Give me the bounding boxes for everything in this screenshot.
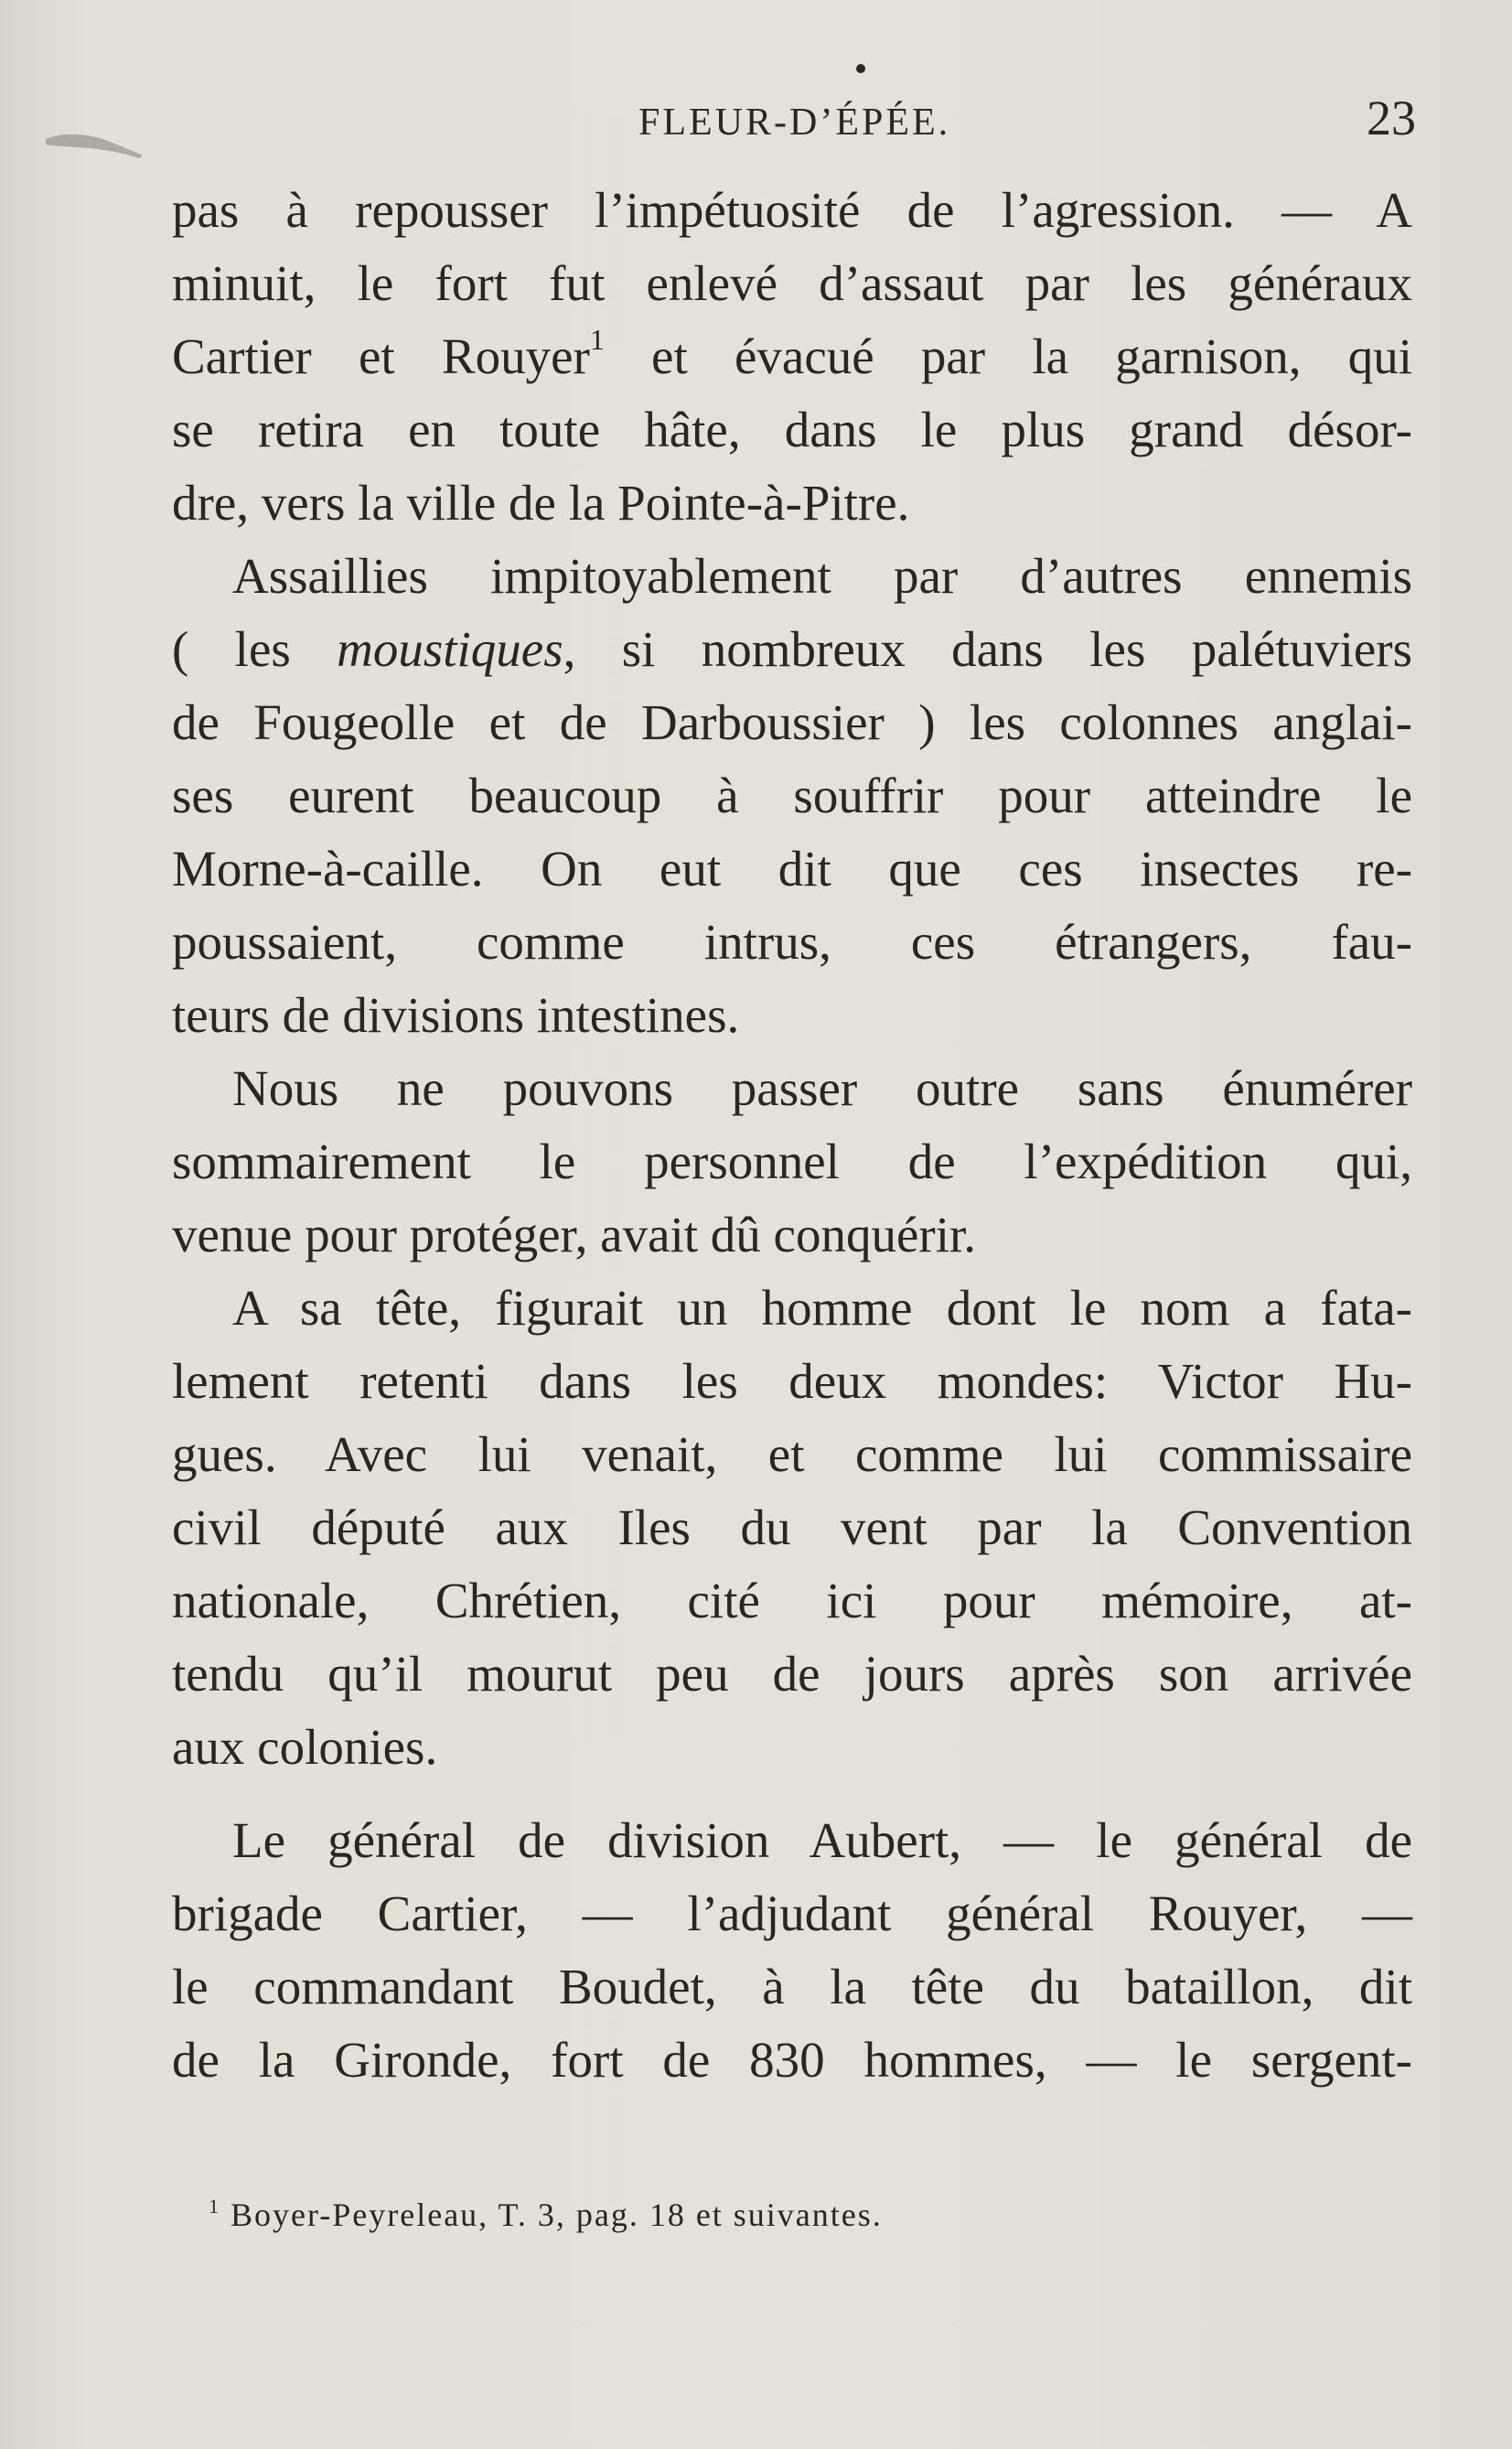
paragraph-5	[172, 1804, 1412, 2097]
footnote-marker: 1	[209, 2195, 220, 2218]
text-line: Morne-à-caille. On eut dit que ces insectes re-	[172, 841, 1412, 897]
text-line: aux colonies.	[172, 1719, 438, 1775]
text-line: se retira en toute hâte, dans le plus grand désor-	[172, 402, 1412, 457]
paragraph-1	[172, 174, 1412, 540]
text-line: le commandant Boudet, à la tête du bataillon, dit	[172, 1959, 1412, 2014]
footnote-ref: 1	[589, 323, 605, 356]
paragraph-4	[172, 1272, 1412, 1784]
text-line: minuit, le fort fut enlevé d’assaut par les généraux	[172, 255, 1412, 311]
text-line: teurs de divisions intestines.	[172, 987, 740, 1043]
text-line: tendu qu’il mourut peu de jours après son arrivée	[172, 1646, 1412, 1702]
text-line: poussaient, comme intrus, ces étrangers, fau-	[172, 914, 1412, 970]
paragraph-3	[172, 1052, 1412, 1272]
text-line: Cartier et Rouyer$^1$ et évacué par la garnison, qui	[172, 323, 1413, 384]
page-header	[172, 90, 1416, 154]
text-line: lement retenti dans les deux mondes: Victor Hu-	[172, 1353, 1412, 1409]
text-line: pas à repousser l’impétuosité de l’agression. — A	[172, 182, 1412, 238]
text-line: dre, vers la ville de la Pointe-à-Pitre.	[172, 475, 910, 531]
running-title: FLEUR-D’ÉPÉE.	[638, 102, 951, 144]
text-line: de la Gironde, fort de 830 hommes, — le sergent-	[172, 2032, 1412, 2088]
footnote-text: Boyer-Peyreleau, T. 3, pag. 18 et suivantes.	[231, 2197, 883, 2233]
page-number: 23	[1367, 91, 1416, 145]
italic-term: moustiques	[337, 621, 563, 677]
text-line: gues. Avec lui venait, et comme lui commissaire	[172, 1426, 1412, 1482]
text-line: Le général de division Aubert, — le général de	[232, 1812, 1412, 1868]
text-line: nationale, Chrétien, cité ici pour mémoire, at-	[172, 1573, 1412, 1628]
text-line: Assaillies impitoyablement par d’autres ennemis	[232, 548, 1412, 604]
text-line: ses eurent beaucoup à souffrir pour atteindre le	[172, 768, 1412, 823]
text-line: sommairement le personnel de l’expédition qui,	[172, 1133, 1412, 1189]
text-line: ( les moustiques, si nombreux dans les palétuviers	[172, 621, 1412, 677]
text-line: A sa tête, figurait un homme dont le nom a fata-	[232, 1280, 1412, 1336]
text-line: civil député aux Iles du vent par la Convention	[172, 1499, 1412, 1555]
text-line: venue pour protéger, avait dû conquérir.	[172, 1207, 977, 1262]
paragraph-2	[172, 540, 1412, 1052]
text-line: Nous ne pouvons passer outre sans énumérer	[232, 1060, 1412, 1116]
ink-smudge	[44, 128, 145, 159]
printer-mark	[856, 64, 865, 73]
footnote	[209, 2196, 883, 2234]
text-line: brigade Cartier, — l’adjudant général Rouyer, —	[172, 1885, 1412, 1941]
text-line: de Fougeolle et de Darboussier ) les colonnes anglai-	[172, 694, 1412, 750]
body-text	[172, 174, 1412, 2097]
